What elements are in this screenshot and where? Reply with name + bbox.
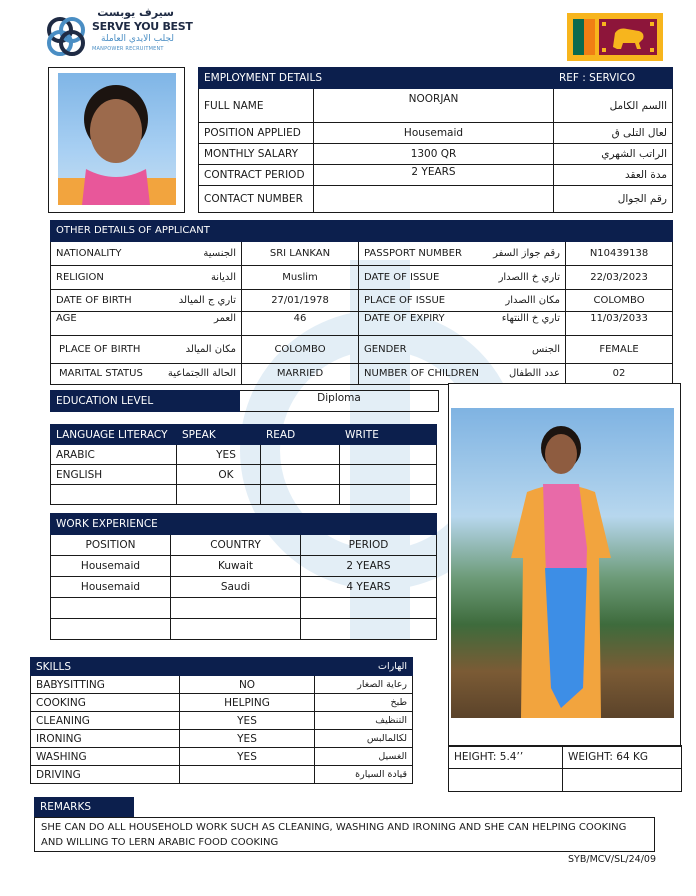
- nationality-label-ar: الجنسية: [149, 242, 242, 266]
- skill-name: BABYSITTING: [31, 676, 180, 694]
- skill-name-ar: لكالمالبس: [315, 730, 413, 748]
- contact-number-label: CONTACT NUMBER: [199, 186, 314, 213]
- position-applied-value: Housemaid: [314, 123, 554, 144]
- brand-name: SERVE YOU BEST: [92, 20, 193, 33]
- language-header: LANGUAGE LITERACY: [51, 425, 177, 445]
- skill-value: [180, 766, 315, 784]
- date-of-birth-label: DATE OF BIRTH: [51, 290, 149, 312]
- table-row: [51, 577, 437, 598]
- table-row: [51, 619, 437, 640]
- place-of-issue-label-ar: مكان االصدار: [483, 290, 566, 312]
- position-applied-label-ar: لعال التلى ق: [554, 123, 673, 144]
- work-experience-header: WORK EXPERIENCE: [51, 514, 301, 535]
- contact-number-label-ar: رقم الجوال: [554, 186, 673, 213]
- speak-value: OK: [177, 465, 261, 485]
- portrait-photo: [48, 67, 185, 213]
- education-level-value: Diploma: [240, 391, 439, 412]
- position-applied-label: POSITION APPLIED: [199, 123, 314, 144]
- table-row: [51, 364, 673, 385]
- physical-details-table: [448, 745, 682, 792]
- read-value: [261, 465, 340, 485]
- skill-name: COOKING: [31, 694, 180, 712]
- work-country: [171, 619, 301, 640]
- monthly-salary-label-ar: الراتب الشهري: [554, 144, 673, 165]
- date-of-expiry-label-ar: تاري خ االنتهاء: [483, 312, 566, 336]
- table-row: [51, 445, 437, 465]
- place-of-issue-value: COLOMBO: [566, 290, 673, 312]
- other-details-table: [50, 220, 673, 385]
- other-details-header: OTHER DETAILS OF APPLICANT: [51, 221, 359, 242]
- date-of-issue-value: 22/03/2023: [566, 266, 673, 290]
- contact-number-value: [314, 186, 554, 213]
- skill-name: DRIVING: [31, 766, 180, 784]
- table-row: [51, 336, 673, 364]
- work-period: 4 YEARS: [301, 577, 437, 598]
- table-row: [199, 123, 673, 144]
- work-position: [51, 598, 171, 619]
- country-column-header: COUNTRY: [171, 535, 301, 556]
- skills-header: SKILLS: [31, 658, 315, 676]
- height-value: HEIGHT: 5.4’’: [449, 746, 563, 769]
- full-body-photo: [448, 383, 681, 747]
- speak-header: SPEAK: [177, 425, 261, 445]
- full-name-label: FULL NAME: [199, 89, 314, 123]
- place-of-issue-label: PLACE OF ISSUE: [359, 290, 483, 312]
- document-reference: SYB/MCV/SL/24/09: [568, 854, 656, 865]
- period-column-header: PERIOD: [301, 535, 437, 556]
- skill-value: YES: [180, 748, 315, 766]
- marital-status-value: MARRIED: [242, 364, 359, 385]
- table-row: [31, 766, 413, 784]
- education-level-label: EDUCATION LEVEL: [51, 391, 240, 412]
- table-row: [31, 730, 413, 748]
- full-name-label-ar: االسم الكامل: [554, 89, 673, 123]
- work-country: [171, 598, 301, 619]
- number-of-children-label-ar: عدد االطفال: [483, 364, 566, 385]
- skill-name: CLEANING: [31, 712, 180, 730]
- skill-name-ar: طبخ: [315, 694, 413, 712]
- work-position: Housemaid: [51, 556, 171, 577]
- religion-label: RELIGION: [51, 266, 149, 290]
- place-of-birth-label-ar: مكان الميالد: [149, 336, 242, 364]
- gender-label-ar: الجنس: [483, 336, 566, 364]
- write-header: WRITE: [340, 425, 437, 445]
- skills-header-ar: الهارات: [315, 658, 413, 676]
- table-row: [51, 266, 673, 290]
- read-value: [261, 485, 340, 505]
- brand-tagline: MANPOWER RECRUITMENT: [92, 46, 164, 52]
- table-row: [199, 165, 673, 186]
- date-of-issue-label-ar: تاري خ االصدار: [483, 266, 566, 290]
- table-row: [31, 748, 413, 766]
- contract-period-label-ar: مدة العقد: [554, 165, 673, 186]
- religion-value: Muslim: [242, 266, 359, 290]
- marital-status-label: MARITAL STATUS: [51, 364, 149, 385]
- contract-period-label: CONTRACT PERIOD: [199, 165, 314, 186]
- work-period: [301, 619, 437, 640]
- language-name: ENGLISH: [51, 465, 177, 485]
- skill-name-ar: التنظيف: [315, 712, 413, 730]
- brand-name-arabic: سيرف يوبست: [97, 6, 174, 19]
- work-country: Saudi: [171, 577, 301, 598]
- date-of-birth-value: 27/01/1978: [242, 290, 359, 312]
- number-of-children-label: NUMBER OF CHILDREN: [359, 364, 483, 385]
- religion-label-ar: الديانة: [149, 266, 242, 290]
- language-literacy-table: [50, 424, 437, 505]
- table-row: [51, 465, 437, 485]
- table-row: [199, 186, 673, 213]
- write-value: [340, 445, 437, 465]
- position-column-header: POSITION: [51, 535, 171, 556]
- passport-number-label: PASSPORT NUMBER: [359, 242, 483, 266]
- skills-table: [30, 657, 413, 784]
- skill-value: HELPING: [180, 694, 315, 712]
- table-row: [199, 89, 673, 123]
- date-of-expiry-value: 11/03/2033: [566, 312, 673, 336]
- education-table: [50, 390, 439, 412]
- work-position: Housemaid: [51, 577, 171, 598]
- table-row: [51, 535, 437, 556]
- interlocking-rings-logo-icon: [44, 12, 88, 60]
- employment-details-table: [198, 67, 673, 213]
- work-position: [51, 619, 171, 640]
- nationality-value: SRI LANKAN: [242, 242, 359, 266]
- skill-name: IRONING: [31, 730, 180, 748]
- table-row: [31, 676, 413, 694]
- skill-value: YES: [180, 712, 315, 730]
- speak-value: [177, 485, 261, 505]
- skill-name-ar: رعاية الصغار: [315, 676, 413, 694]
- skill-name-ar: قيادة السيارة: [315, 766, 413, 784]
- work-experience-table: [50, 513, 437, 640]
- language-name: [51, 485, 177, 505]
- date-of-birth-label-ar: تاري ج الميالد: [149, 290, 242, 312]
- table-row: [199, 144, 673, 165]
- table-row: [31, 694, 413, 712]
- date-of-issue-label: DATE OF ISSUE: [359, 266, 483, 290]
- write-value: [340, 485, 437, 505]
- ref-label: REF : SERVICO: [554, 68, 673, 89]
- place-of-birth-label: PLACE OF BIRTH: [51, 336, 149, 364]
- employment-details-header: EMPLOYMENT DETAILS: [199, 68, 554, 89]
- age-label-ar: العمر: [149, 312, 242, 336]
- skill-name-ar: الغسيل: [315, 748, 413, 766]
- gender-value: FEMALE: [566, 336, 673, 364]
- date-of-expiry-label: DATE OF EXPIRY: [359, 312, 483, 336]
- company-logo: [44, 6, 234, 64]
- table-row: [31, 712, 413, 730]
- age-value: 46: [242, 312, 359, 336]
- full-name-value: NOORJAN: [314, 89, 554, 123]
- place-of-birth-value: COLOMBO: [242, 336, 359, 364]
- table-row: [51, 556, 437, 577]
- write-value: [340, 465, 437, 485]
- contract-period-value: 2 YEARS: [314, 165, 554, 186]
- nationality-label: NATIONALITY: [51, 242, 149, 266]
- table-row: [51, 598, 437, 619]
- passport-number-value: N10439138: [566, 242, 673, 266]
- work-period: [301, 598, 437, 619]
- monthly-salary-value: 1300 QR: [314, 144, 554, 165]
- skill-value: YES: [180, 730, 315, 748]
- work-period: 2 YEARS: [301, 556, 437, 577]
- language-name: ARABIC: [51, 445, 177, 465]
- table-row: [51, 242, 673, 266]
- age-label: AGE: [51, 312, 149, 336]
- number-of-children-value: 02: [566, 364, 673, 385]
- work-country: Kuwait: [171, 556, 301, 577]
- remarks-label: REMARKS: [34, 797, 134, 817]
- passport-number-label-ar: رقم جواز السفر: [483, 242, 566, 266]
- skill-value: NO: [180, 676, 315, 694]
- table-row: [51, 290, 673, 312]
- brand-tagline-arabic: لجلب الايدي العاملة: [101, 34, 174, 44]
- monthly-salary-label: MONTHLY SALARY: [199, 144, 314, 165]
- table-row: [51, 312, 673, 336]
- weight-value: WEIGHT: 64 KG: [563, 746, 682, 769]
- remarks-text: SHE CAN DO ALL HOUSEHOLD WORK SUCH AS CLEANING, WASHING AND IRONING AND SHE CAN HELPING COOKING AND WILLING TO LERN ARABIC FOOD COOKING: [34, 817, 655, 852]
- skill-name: WASHING: [31, 748, 180, 766]
- sri-lanka-flag-icon: [567, 13, 663, 61]
- speak-value: YES: [177, 445, 261, 465]
- read-value: [261, 445, 340, 465]
- gender-label: GENDER: [359, 336, 483, 364]
- read-header: READ: [261, 425, 340, 445]
- table-row: [51, 485, 437, 505]
- marital-status-label-ar: الحالة االجتماعية: [149, 364, 242, 385]
